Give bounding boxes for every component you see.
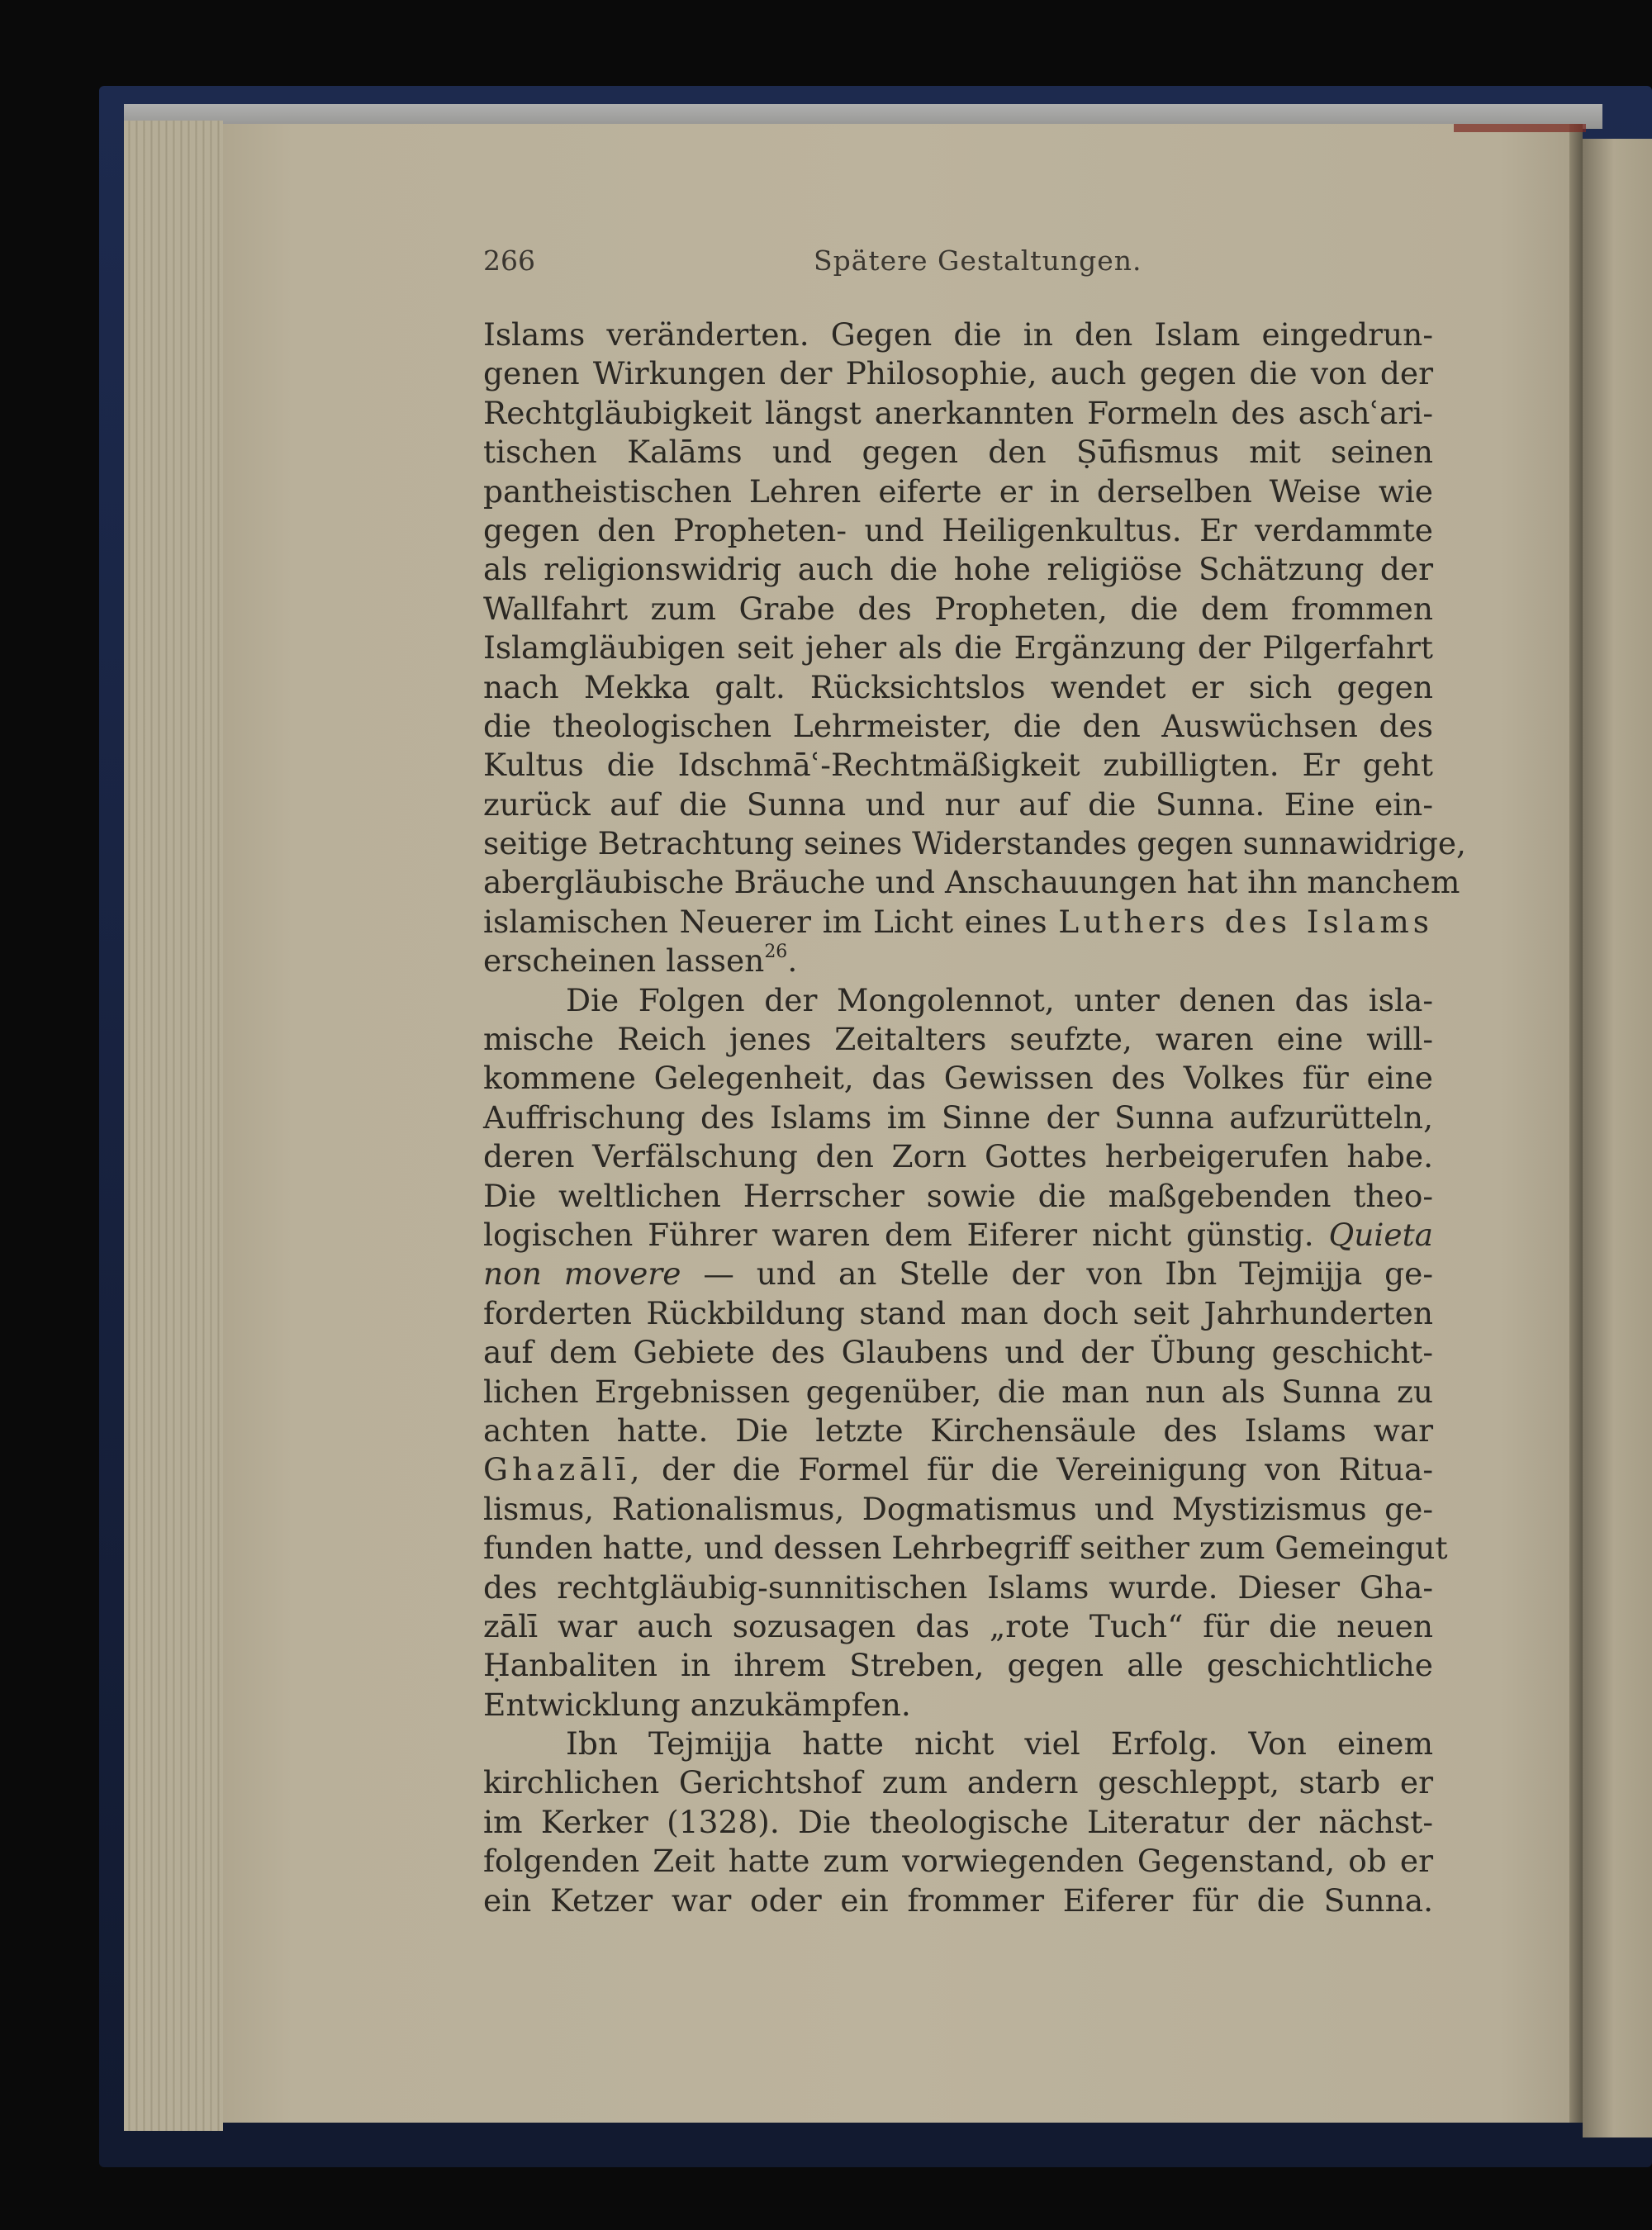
text-line: nach Mekka galt. Rücksichtslos wendet er sich gegen [483,668,1433,705]
footnote-ref: 26 [764,941,788,962]
text-line: deren Verfälschung den Zorn Gottes herbeigerufen habe. [483,1138,1433,1175]
text-line: abergläubische Bräuche und Anschauungen hat ihn manchem [483,864,1460,901]
line-text: — und an Stelle der von Ibn Tejmijja ge- [703,1255,1433,1293]
text-line: mische Reich jenes Zeitalters seufzte, waren eine will- [483,1021,1433,1058]
text-line: Islamgläubigen seit jeher als die Ergänzung der Pilgerfahrt [483,629,1433,667]
text-line [483,1450,1433,1489]
right-page-edge [1583,139,1652,2137]
text-line [483,1216,1433,1255]
line-text: logischen Führer waren dem Eiferer nicht günstig. [483,1216,1314,1253]
text-line: Islams veränderten. Gegen die in den Islam eingedrun- [483,316,1433,353]
text-line: Die Folgen der Mongolennot, unter denen das isla- [566,981,1433,1018]
text-line: lismus, Rationalismus, Dogmatismus und Mystizismus ge- [483,1490,1433,1527]
text-line: achten hatte. Die letzte Kirchensäule des Islams war [483,1412,1433,1449]
text-line: Die weltlichen Herrscher sowie die maßgebenden theo- [483,1177,1433,1214]
text-line: im Kerker (1328). Die theologische Literatur der nächst- [483,1803,1433,1840]
italic-phrase: non movere [483,1255,681,1293]
text-line: Ḥanbaliten in ihrem Streben, gegen alle geschichtliche [483,1647,1433,1684]
page-edges [124,121,223,2131]
text-line: Kultus die Idschmāʿ-Rechtmäßigkeit zubilligten. Er geht [483,747,1433,784]
text-line: zālī war auch sozusagen das „rote Tuch“ für die neuen [483,1607,1433,1644]
punctuation: . [787,942,798,980]
text-line: Auffrischung des Islams im Sinne der Sunna aufzurütteln, [483,1098,1433,1136]
text-line: als religionswidrig auch die hohe religiöse Schätzung der [483,551,1433,588]
text-line: folgenden Zeit hatte zum vorwiegenden Gegenstand, ob er [483,1843,1433,1880]
line-text: der die Formel für die Vereinigung von Ritua- [662,1451,1434,1488]
text-line: forderten Rückbildung stand man doch seit Jahrhunderten [483,1294,1433,1331]
gutter [1569,124,1583,2123]
text-line: seitige Betrachtung seines Widerstandes gegen sunnawidrige, [483,825,1466,862]
page-header [483,244,1433,289]
italic-phrase: Quieta [1328,1216,1434,1253]
text-line: ein Ketzer war oder ein frommer Eiferer für die Sunna. [483,1881,1433,1919]
line-text: islamischen Neuerer im Licht eines [483,903,1047,940]
text-line: Wallfahrt zum Grabe des Propheten, die dem frommen [483,590,1433,627]
red-edge-mark [1454,124,1586,132]
text-line: auf dem Gebiete des Glaubens und der Übung geschicht- [483,1334,1433,1371]
text-line: kirchlichen Gerichtshof zum andern geschleppt, starb er [483,1764,1433,1801]
text-line: pantheistischen Lehren eiferte er in derselben Weise wie [483,472,1433,510]
spaced-emphasis: Luthers des Islams [1058,903,1434,940]
spaced-emphasis: Ghazālī, [483,1451,644,1488]
text-line [483,1255,1433,1293]
text-line: lichen Ergebnissen gegenüber, die man nun als Sunna zu [483,1373,1433,1410]
text-line: zurück auf die Sunna und nur auf die Sunna. Eine ein- [483,785,1433,823]
text-line: des rechtgläubig-sunnitischen Islams wurde. Dieser Gha- [483,1568,1433,1606]
page-number: 266 [483,244,535,277]
text-line: funden hatte, und dessen Lehrbegriff seither zum Gemeingut [483,1530,1448,1567]
text-line: tischen Kalāms und gegen den Ṣūfismus mit seinen [483,434,1433,471]
text-line: die theologischen Lehrmeister, die den Auswüchsen des [483,707,1433,744]
text-line: Rechtgläubigkeit längst anerkannten Formeln des aschʿari- [483,394,1433,431]
text-line [483,903,1433,942]
text-line: gegen den Propheten- und Heiligenkultus. Er verdammte [483,511,1433,548]
text-line: Ibn Tejmijja hatte nicht viel Erfolg. Von einem [566,1725,1433,1763]
text-line: Entwicklung anzukämpfen. [483,1686,911,1723]
line-text: erscheinen lassen [483,942,765,980]
text-line: genen Wirkungen der Philosophie, auch gegen die von der [483,355,1433,392]
running-title: Spätere Gestaltungen. [814,244,1142,277]
text-line: kommene Gelegenheit, das Gewissen des Volkes für eine [483,1060,1433,1097]
text-line [483,942,1433,980]
body-text [483,316,1466,1920]
